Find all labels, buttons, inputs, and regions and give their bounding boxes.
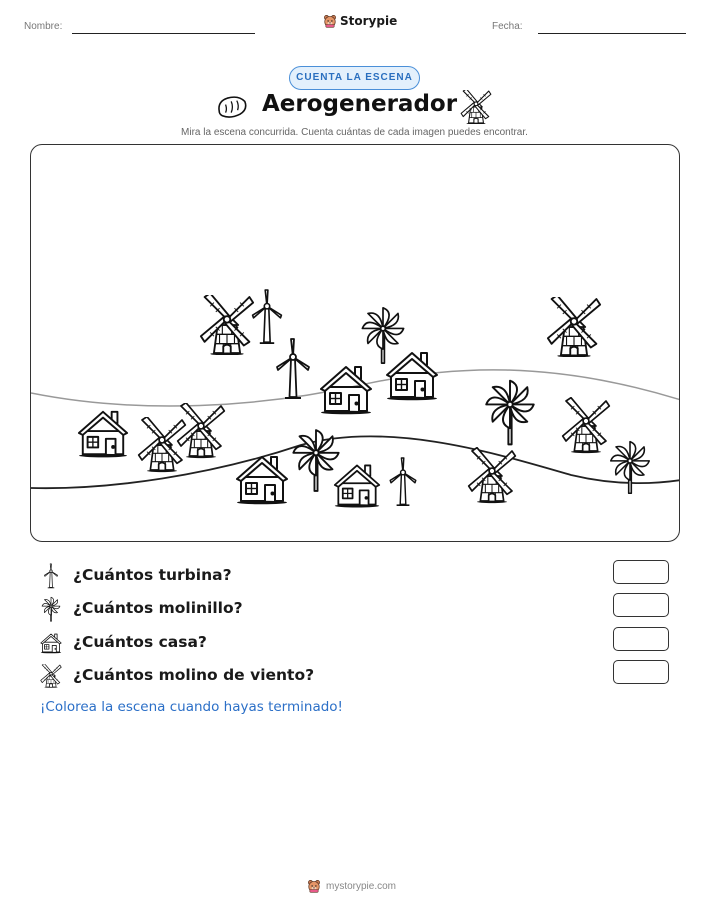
pinwheel-icon (486, 381, 534, 445)
pinwheel-icon (362, 308, 403, 363)
question-pinwheel (40, 596, 670, 622)
house-icon (40, 630, 62, 656)
brand-logo (323, 14, 397, 28)
answer-box-pinwheel[interactable] (613, 593, 669, 617)
name-line[interactable] (72, 33, 255, 34)
scene-illustration (31, 145, 680, 542)
date-label: Fecha: (492, 21, 523, 32)
windmill-icon (139, 417, 186, 472)
page-subtitle: Mira la escena concurrida. Cuenta cuántas de cada imagen puedes encontrar. (181, 127, 528, 138)
bear-logo-icon (307, 879, 321, 893)
answer-box-house[interactable] (613, 627, 669, 651)
house-icon (79, 412, 127, 458)
counting-scene (30, 144, 680, 542)
answer-box-windmill[interactable] (613, 660, 669, 684)
footer (307, 879, 396, 893)
brand-name: Storypie (340, 14, 398, 28)
wind-turbine-icon (253, 290, 282, 343)
wind-turbine-icon (40, 563, 62, 589)
windmill-icon (201, 293, 253, 355)
question-text: ¿Cuántos molino de viento? (73, 666, 315, 684)
house-icon (237, 457, 287, 504)
question-text: ¿Cuántos casa? (73, 633, 207, 651)
pinwheel-icon (40, 596, 62, 622)
question-turbine (40, 563, 670, 589)
pinwheel-icon (293, 430, 338, 491)
windmill-icon (469, 448, 516, 503)
question-text: ¿Cuántos turbina? (73, 566, 232, 584)
wind-turbine-icon (390, 458, 416, 505)
bear-logo-icon (323, 14, 337, 28)
bread-icon (216, 93, 248, 121)
footer-link[interactable]: mystorypie.com (326, 880, 397, 892)
pinwheel-icon (611, 442, 650, 494)
windmill-icon (40, 663, 62, 689)
answer-box-turbine[interactable] (613, 560, 669, 584)
house-icon (335, 465, 379, 507)
question-windmill (40, 663, 670, 689)
house-icon (321, 367, 371, 414)
windmill-icon (563, 398, 610, 453)
house-icon (387, 353, 437, 400)
title-row (0, 90, 709, 126)
page-title: Aerogenerador (262, 91, 458, 117)
wind-turbine-icon (277, 339, 309, 398)
date-line[interactable] (538, 33, 686, 34)
question-house (40, 630, 670, 656)
name-label: Nombre: (24, 21, 63, 32)
coloring-instruction: ¡Colorea la escena cuando hayas terminado! (40, 699, 343, 715)
activity-badge: CUENTA LA ESCENA (289, 66, 420, 90)
question-text: ¿Cuántos molinillo? (73, 599, 243, 617)
windmill-icon (178, 403, 225, 458)
windmill-icon (460, 90, 492, 124)
windmill-icon (548, 295, 600, 357)
